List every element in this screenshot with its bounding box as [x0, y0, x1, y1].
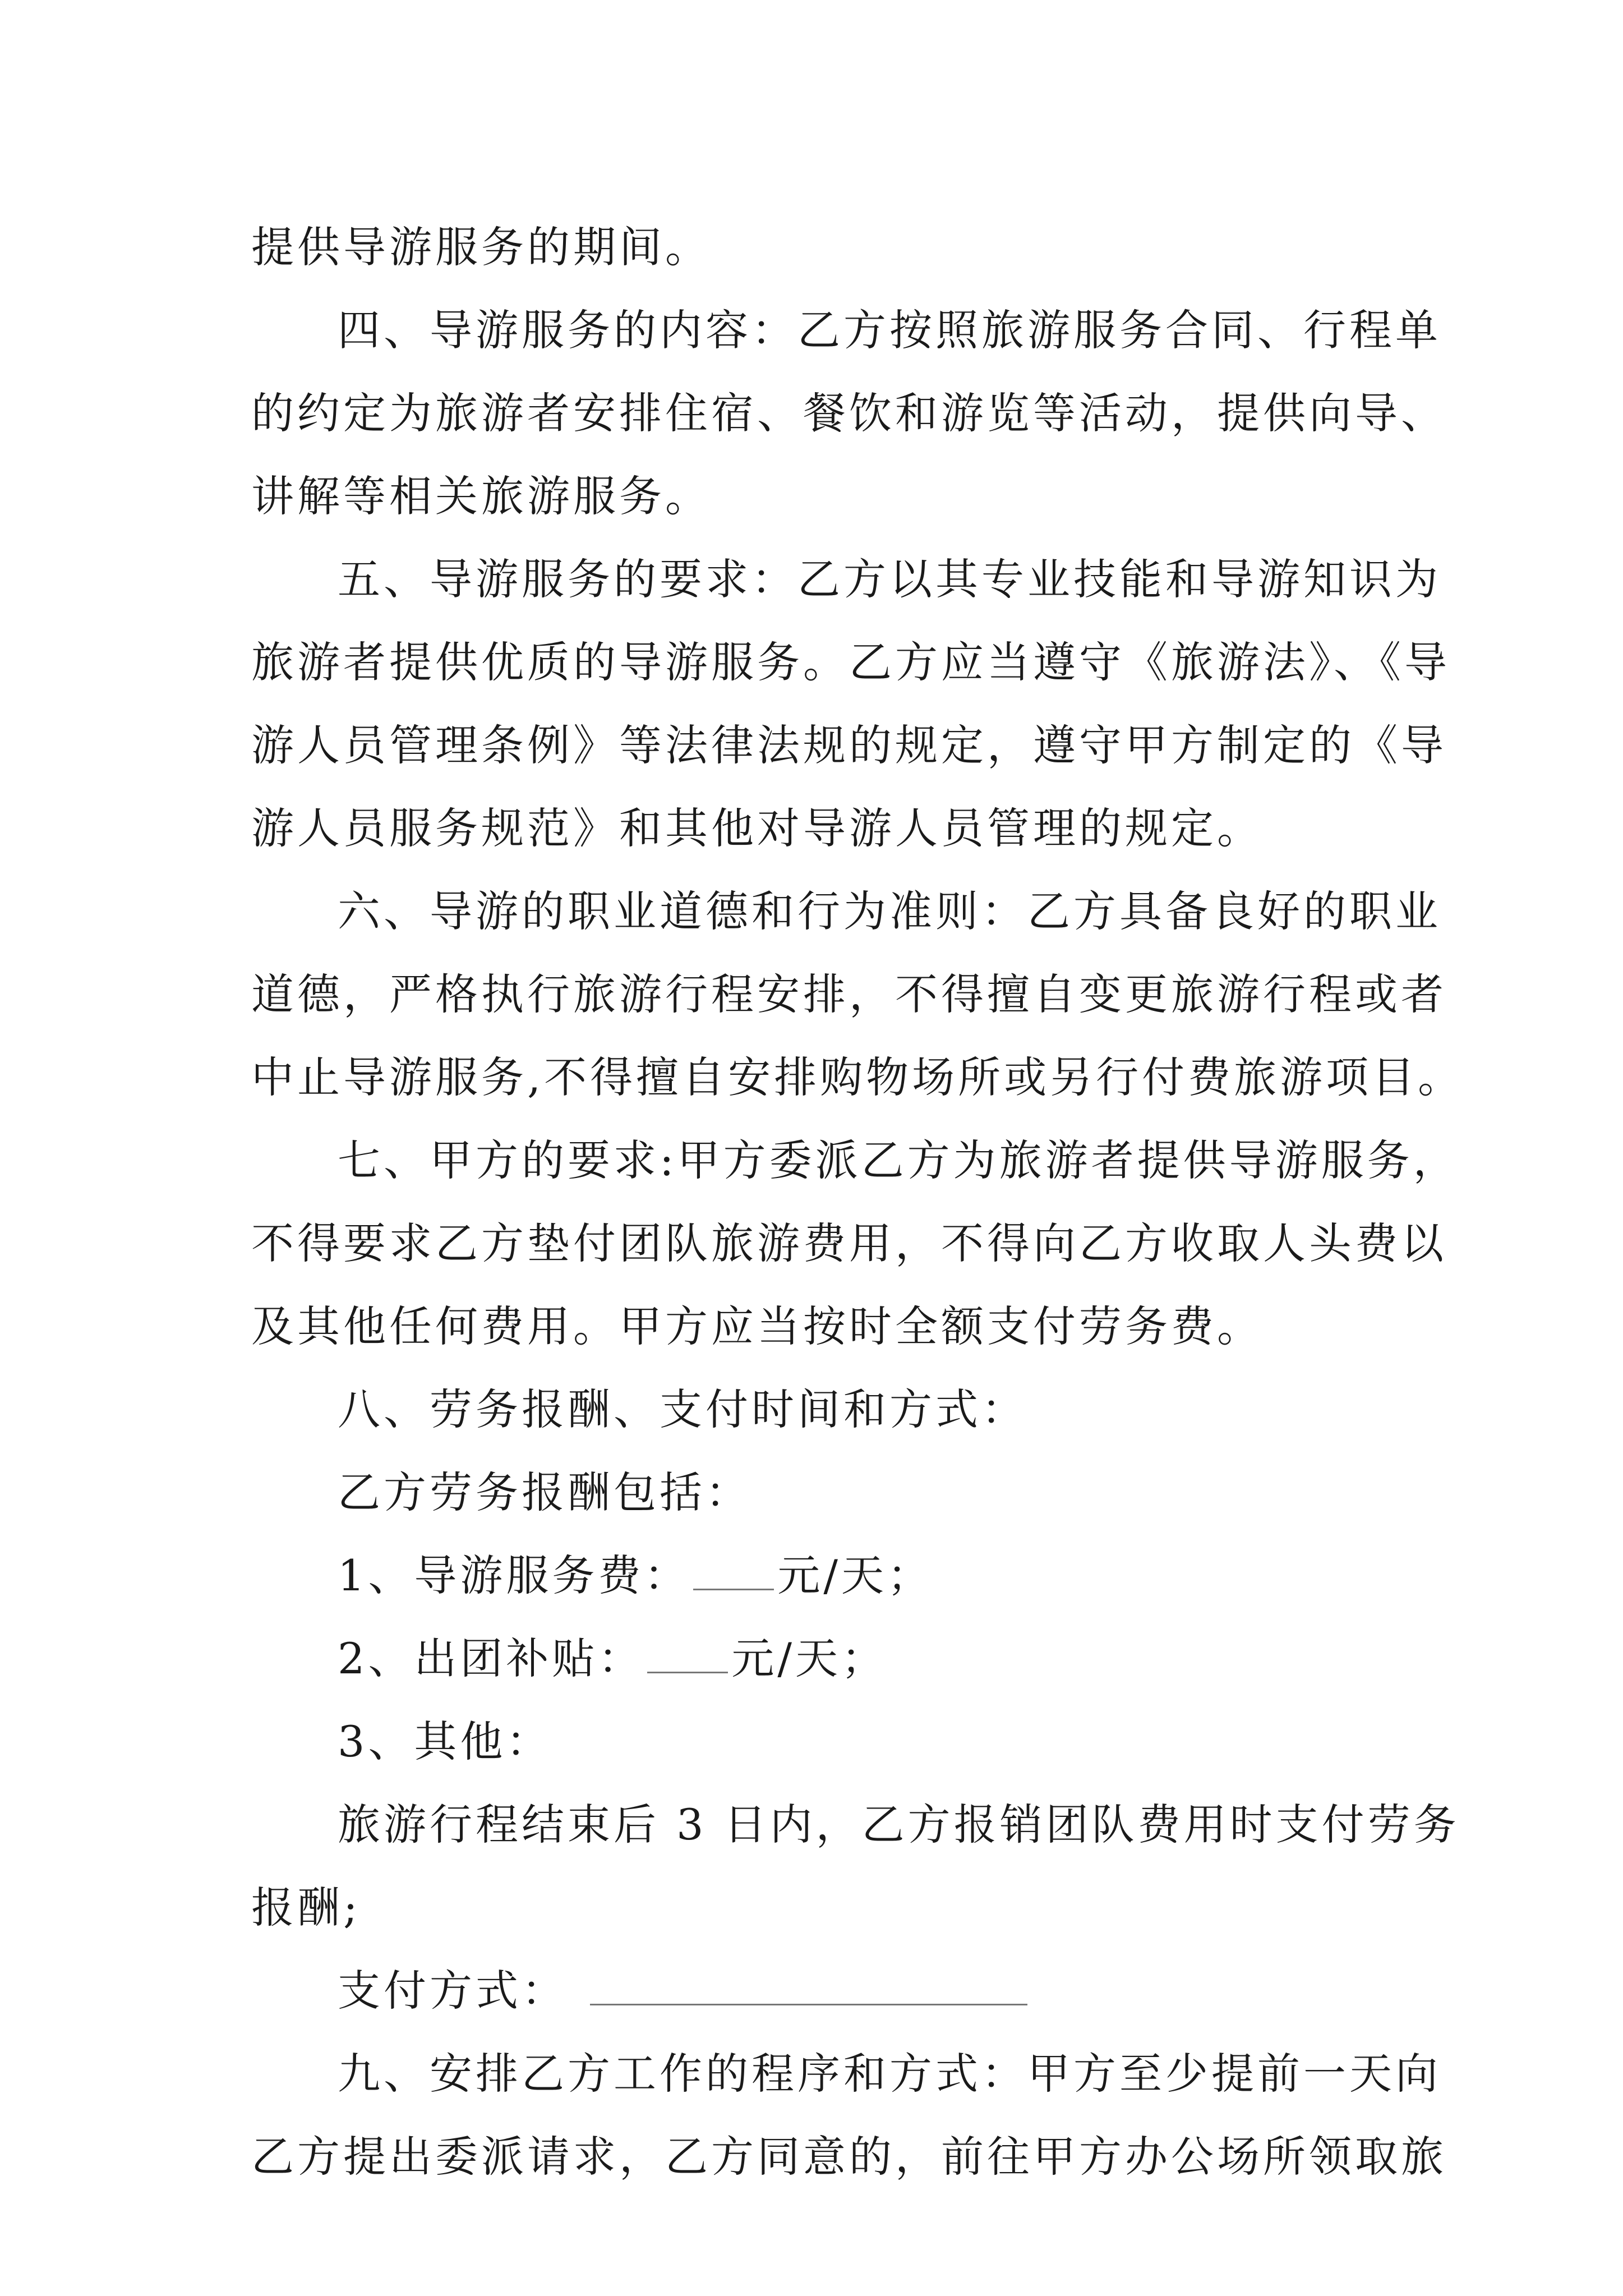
payment-method-blank [590, 1969, 1027, 2005]
paragraph-line: 的约定为旅游者安排住宿、餐饮和游览等活动，提供向导、 [251, 388, 1447, 438]
section-four-heading-line: 四、导游服务的内容：乙方按照旅游服务合同、行程单 [338, 305, 1441, 355]
paragraph-line: 中止导游服务,不得擅自安排购物场所或另行付费旅游项目。 [251, 1052, 1464, 1102]
guide-fee-line [251, 1534, 1407, 1617]
trip-allowance-line [251, 1617, 1407, 1700]
section-six-heading-line: 六、导游的职业道德和行为准则：乙方具备良好的职业 [338, 886, 1441, 936]
payment-method-line [251, 1949, 1407, 2032]
guide-fee-unit: 元/天； [777, 1550, 933, 1600]
section-nine-heading-line: 九、安排乙方工作的程序和方式：甲方至少提前一天向 [338, 2049, 1441, 2099]
guide-fee-label: 1、导游服务费： [338, 1550, 690, 1600]
paragraph-line: 游人员管理条例》等法律法规的规定，遵守甲方制定的《导 [251, 720, 1447, 770]
paragraph-line: 讲解等相关旅游服务。 [251, 471, 711, 521]
section-seven-heading-line: 七、甲方的要求:甲方委派乙方为旅游者提供导游服务， [338, 1135, 1459, 1185]
remuneration-intro-line: 乙方劳务报酬包括： [338, 1467, 751, 1517]
trip-allowance-label: 2、出团补贴： [338, 1634, 644, 1683]
trip-allowance-unit: 元/天； [731, 1634, 887, 1683]
paragraph-line: 及其他任何费用。甲方应当按时全额支付劳务费。 [251, 1301, 1263, 1351]
paragraph-line: 报酬; [251, 1883, 361, 1932]
paragraph-line: 游人员服务规范》和其他对导游人员管理的规定。 [251, 803, 1263, 853]
paragraph-line: 道德，严格执行旅游行程安排，不得擅自变更旅游行程或者 [251, 969, 1447, 1019]
paragraph-line: 旅游者提供优质的导游服务。乙方应当遵守《旅游法》、《导 [251, 637, 1450, 687]
paragraph-line: 乙方提出委派请求，乙方同意的，前往甲方办公场所领取旅 [251, 2132, 1447, 2182]
section-eight-heading-line: 八、劳务报酬、支付时间和方式： [338, 1384, 1027, 1434]
trip-allowance-blank [647, 1637, 728, 1673]
section-five-heading-line: 五、导游服务的要求：乙方以其专业技能和导游知识为 [338, 554, 1441, 604]
payment-time-line: 旅游行程结束后 3 日内，乙方报销团队费用时支付劳务 [338, 1800, 1460, 1849]
other-line: 3、其他： [338, 1717, 552, 1766]
paragraph-line: 提供导游服务的期间。 [251, 222, 711, 272]
document-body [251, 206, 1464, 2198]
guide-fee-blank [693, 1554, 774, 1590]
paragraph-line: 不得要求乙方垫付团队旅游费用，不得向乙方收取人头费以 [251, 1218, 1447, 1268]
payment-method-label: 支付方式： [338, 1966, 568, 2016]
